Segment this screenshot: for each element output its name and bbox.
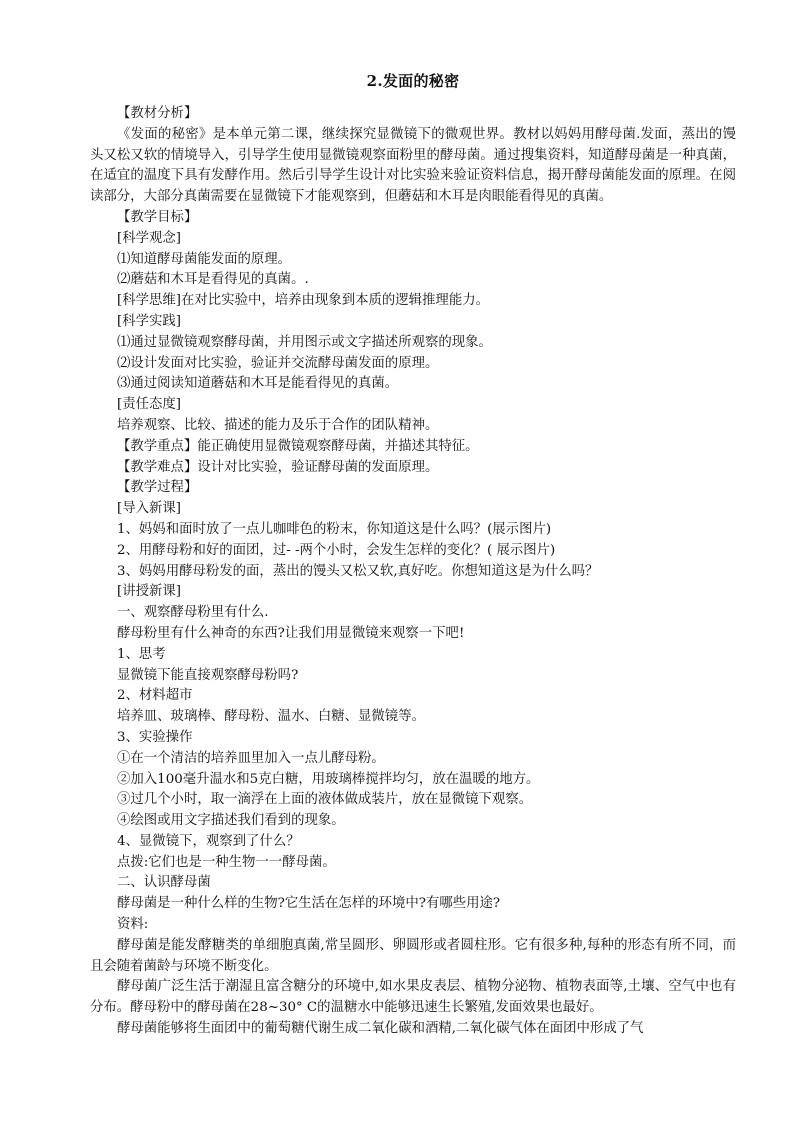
text-line: ⑴通过显微镜观察酵母菌，并用图示或文字描述所观察的现象。: [117, 334, 492, 350]
text-line: ①在一个清洁的培养皿里加入一点儿酵母粉。: [117, 750, 385, 766]
text-line: 培养观察、比较、描述的能力及乐于合作的团队精神。: [117, 417, 439, 433]
text-line: 二、认识酵母菌: [117, 875, 211, 891]
text-line: ⑶通过阅读知道蘑菇和木耳是能看得见的真菌。: [117, 376, 399, 392]
text-line: 1、思考: [117, 646, 166, 662]
text-line: [责任态度]: [117, 397, 182, 413]
text-line: 酵母菌是一种什么样的生物?它生活在怎样的环境中?有哪些用途?: [117, 896, 501, 912]
text-line: 酵母菌是能发酵糖类的单细胞真菌,常呈圆形、卵圆形或者圆柱形。它有很多种,每种的形态有所不同，而且会随着菌龄与环境不断变化。: [90, 937, 736, 974]
text-line: 一、观察酵母粉里有什么.: [117, 605, 269, 621]
text-line: 酵母菌能够将生面团中的葡萄糖代谢生成二氧化碳和酒精,二氧化碳气体在面团中形成了气: [117, 1021, 644, 1037]
document-page: [90, 70, 736, 1040]
text-line: 显微镜下能直接观察酵母粉吗?: [117, 667, 299, 683]
text-line: ③过几个小时，取一滴浮在上面的液体做成装片，放在显微镜下观察。: [117, 792, 533, 808]
text-line: 《发面的秘密》是本单元第二课，继续探究显微镜下的微观世界。教材以妈妈用酵母菌.发面，蒸出的馒头又松又软的情境导入，引导学生使用显微镜观察面粉里的酵母菌。通过搜集资料，知道酵母菌是一种真菌，在适宜的温度下具有发酵作用。然后引导学生设计对比实验来验证资料信息，揭开酵母菌能发面的原理。在阅读部分，大部分真菌需要在显微镜下才能观察到，但蘑菇和木耳是肉眼能看得见的真菌。: [90, 126, 736, 205]
text-line: [科学思维]在对比实验中，培养由现象到本质的逻辑推理能力。: [117, 293, 489, 309]
text-line: 2、用酵母粉和好的面团，过- -两个小时，会发生怎样的变化？( 展示图片): [117, 542, 556, 558]
text-line: 酵母菌广泛生活于潮湿且富含糖分的环境中,如水果皮表层、植物分泌物、植物表面等,土壤、空气中也有分布。酵母粉中的酵母菌在28~30° C的温糖水中能够迅速生长繁殖,发面效果也最好。: [90, 979, 736, 1016]
text-line: 3、妈妈用酵母粉发的面，蒸出的馒头又松又软,真好吃。你想知道这是为什么吗？: [117, 563, 599, 579]
text-line: ⑵设计发面对比实验，验证并交流酵母菌发面的原理。: [117, 355, 439, 371]
text-line: [讲授新课]: [117, 584, 182, 600]
text-line: 【教学重点】能正确使用显微镜观察酵母菌，并描述其特征。: [117, 438, 479, 454]
text-line: 点拨:它们也是一种生物一一酵母菌。: [117, 854, 336, 870]
text-line: ⑵蘑菇和木耳是看得见的真菌。.: [117, 272, 309, 288]
text-line: 3、实验操作: [117, 729, 193, 745]
text-line: 4、显微镜下，观察到了什么？: [117, 833, 300, 849]
text-line: ④绘图或用文字描述我们看到的现象。: [117, 813, 345, 829]
text-line: 1、妈妈和面时放了一点儿咖啡色的粉末，你知道这是什么吗？(展示图片): [117, 521, 552, 537]
text-line: 【教学过程】: [117, 480, 198, 496]
text-line: ⑴知道酵母菌能发面的原理。: [117, 251, 292, 267]
text-line: 培养皿、玻璃棒、酵母粉、温水、白糖、显微镜等。: [117, 709, 425, 725]
text-line: [导入新课]: [117, 501, 182, 517]
text-line: ②加入100毫升温水和5克白糖，用玻璃棒搅拌均匀，放在温暖的地方。: [117, 771, 540, 787]
document-body: [90, 104, 736, 1040]
text-line: 【教材分析】: [117, 106, 198, 121]
text-line: [科学实践]: [117, 313, 182, 329]
text-line: 【教学目标】: [117, 209, 198, 225]
text-line: 【教学难点】设计对比实验，验证酵母菌的发面原理。: [117, 459, 439, 475]
text-line: [科学观念]: [117, 230, 182, 246]
text-line: 酵母粉里有什么神奇的东西?让我们用显微镜来观察一下吧!: [117, 625, 465, 641]
text-line: 2、材料超市: [117, 688, 193, 704]
text-line: 资料:: [117, 917, 149, 933]
page-title: 2.发面的秘密: [366, 72, 460, 90]
